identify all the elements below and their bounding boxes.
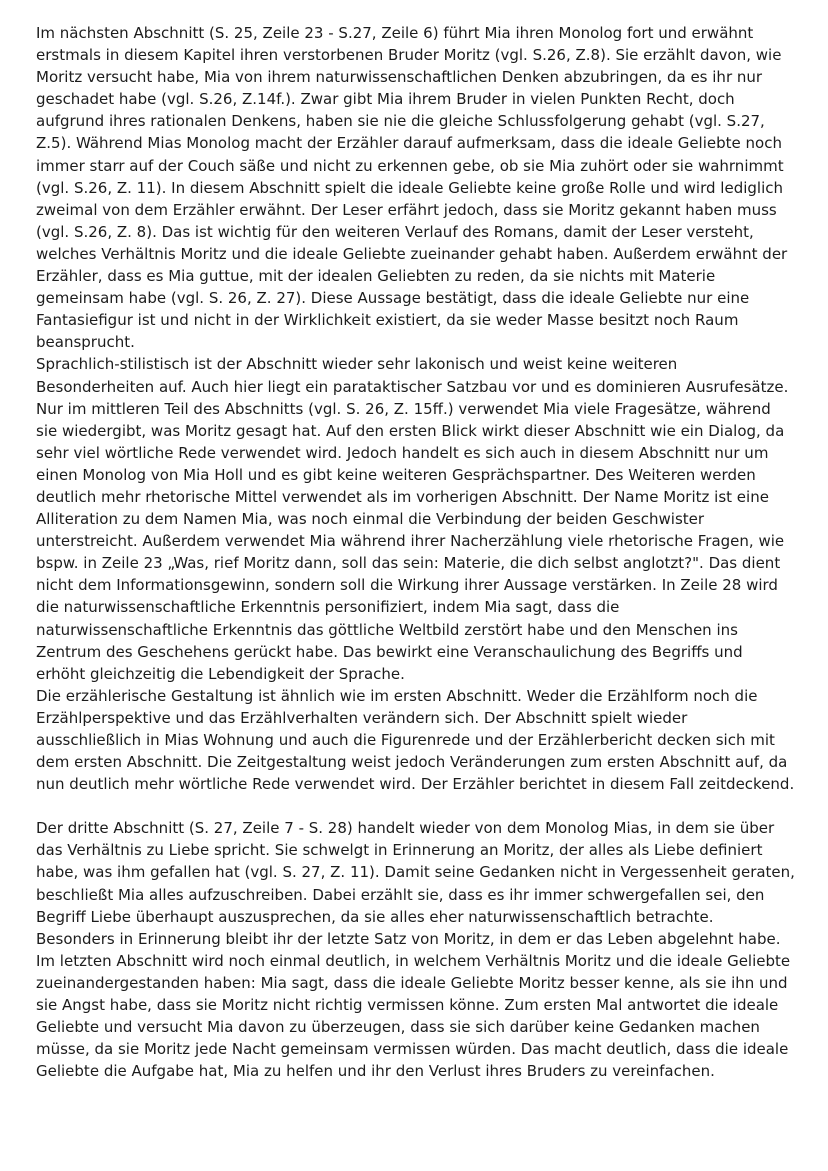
paragraph-third-section: Der dritte Abschnitt (S. 27, Zeile 7 - S. 28) handelt wieder von dem Monolog Mias, in dem sie über das Verhältnis zu Liebe spricht. Sie schwelgt in Erinnerung an Moritz, der alles als Liebe definiert habe, was ihm gefallen hat (vgl. S. 27, Z. 11). Damit seine Gedanken nicht in Vergessenheit geraten, beschließt Mia alles aufzuschreiben. Dabei erzählt sie, dass es ihr immer schwergefallen sei, den Begriff Liebe überhaupt auszusprechen, da sie alles eher naturwissenschaftlich betrachte. Besonders in Erinnerung bleibt ihr der letzte Satz von Moritz, in dem er das Leben abgelehnt habe. Im letzten Abschnitt wird noch einmal deutlich, in welchem Verhältnis Moritz und die ideale Geliebte zueinandergestanden haben: Mia sagt, dass die ideale Geliebte Moritz besser kenne, als sie ihn und sie Angst habe, dass sie Moritz nicht richtig vermissen könne. Zum ersten Mal antwortet die ideale Geliebte und versucht Mia davon zu überzeugen, dass sie sich darüber keine Gedanken machen müsse, da sie Moritz jede Nacht gemeinsam vermissen würden. Das macht deutlich, dass die ideale Geliebte die Aufgabe hat, Mia zu helfen und ihr den Verlust ihres Bruders zu vereinfachen. — [36, 819, 795, 1081]
paragraph-second-section-narration: Die erzählerische Gestaltung ist ähnlich wie im ersten Abschnitt. Weder die Erzählform noch die Erzählperspektive und das Erzählverhalten verändern sich. Der Abschnitt spielt wieder ausschließlich in Mias Wohnung und auch die Figurenrede und der Erzählerbericht decken sich mit dem ersten Abschnitt. Die Zeitgestaltung weist jedoch Veränderungen zum ersten Abschnitt auf, da nun deutlich mehr wörtliche Rede verwendet wird. Der Erzähler berichtet in diesem Fall zeitdeckend. — [36, 686, 795, 794]
paragraph-second-section-language: Sprachlich-stilistisch ist der Abschnitt wieder sehr lakonisch und weist keine weiteren Besonderheiten auf. Auch hier liegt ein parataktischer Satzbau vor und es dominieren Ausrufesätze. Nur im mittleren Teil des Abschnitts (vgl. S. 26, Z. 15ff.) verwendet Mia viele Fragesätze, während sie wiedergibt, was Moritz gesagt hat. Auf den ersten Blick wirkt dieser Abschnitt wie ein Dialog, da sehr viel wörtliche Rede verwendet wird. Jedoch handelt es sich auch in diesem Abschnitt nur um einen Monolog von Mia Holl und es gibt keine weiteren Gesprächspartner. Des Weiteren werden deutlich mehr rhetorische Mittel verwendet als im vorherigen Abschnitt. Der Name Moritz ist eine Alliteration zu dem Namen Mia, was noch einmal die Verbindung der beiden Geschwister unterstreicht. Außerdem verwendet Mia während ihrer Nacherzählung viele rhetorische Fragen, wie bspw. in Zeile 23 „Was, rief Moritz dann, soll das sein: Materie, die dich selbst anglotzt?". Das dient nicht dem Informationsgewinn, sondern soll die Wirkung ihrer Aussage verstärken. In Zeile 28 wird die naturwissenschaftliche Erkenntnis personifiziert, indem Mia sagt, dass die naturwissenschaftliche Erkenntnis das göttliche Weltbild zerstört habe und den Menschen ins Zentrum des Geschehens gerückt habe. Das bewirkt eine Veranschaulichung des Begriffs und erhöht gleichzeitig die Lebendigkeit der Sprache. — [36, 355, 789, 683]
paragraph-second-section-content: Im nächsten Abschnitt (S. 25, Zeile 23 - S.27, Zeile 6) führt Mia ihren Monolog fort und erwähnt erstmals in diesem Kapitel ihren verstorbenen Bruder Moritz (vgl. S.26, Z.8). Sie erzählt davon, wie Moritz versucht habe, Mia von ihrem naturwissenschaftlichen Denken abzubringen, da es ihr nur geschadet habe (vgl. S.26, Z.14f.). Zwar gibt Mia ihrem Bruder in vielen Punkten Recht, doch aufgrund ihres rationalen Denkens, haben sie nie die gleiche Schlussfolgerung gehabt (vgl. S.27, Z.5). Während Mias Monolog macht der Erzähler darauf aufmerksam, dass die ideale Geliebte noch immer starr auf der Couch säße und nicht zu erkennen gebe, ob sie Mia zuhört oder sie wahrnimmt (vgl. S.26, Z. 11). In diesem Abschnitt spielt die ideale Geliebte keine große Rolle und wird lediglich zweimal von dem Erzähler erwähnt. Der Leser erfährt jedoch, dass sie Moritz gekannt haben muss (vgl. S.26, Z. 8). Das ist wichtig für den weiteren Verlauf des Romans, damit der Leser versteht, welches Verhältnis Moritz und die ideale Geliebte zueinander gehabt haben. Außerdem erwähnt der Erzähler, dass es Mia guttue, mit der idealen Geliebten zu reden, da sie nichts mit Materie gemeinsam habe (vgl. S. 26, Z. 27). Diese Aussage bestätigt, dass die ideale Geliebte nur eine Fantasiefigur ist und nicht in der Wirklichkeit existiert, da sie weder Masse besitzt noch Raum beansprucht. — [36, 24, 788, 352]
document-page — [36, 22, 796, 1082]
